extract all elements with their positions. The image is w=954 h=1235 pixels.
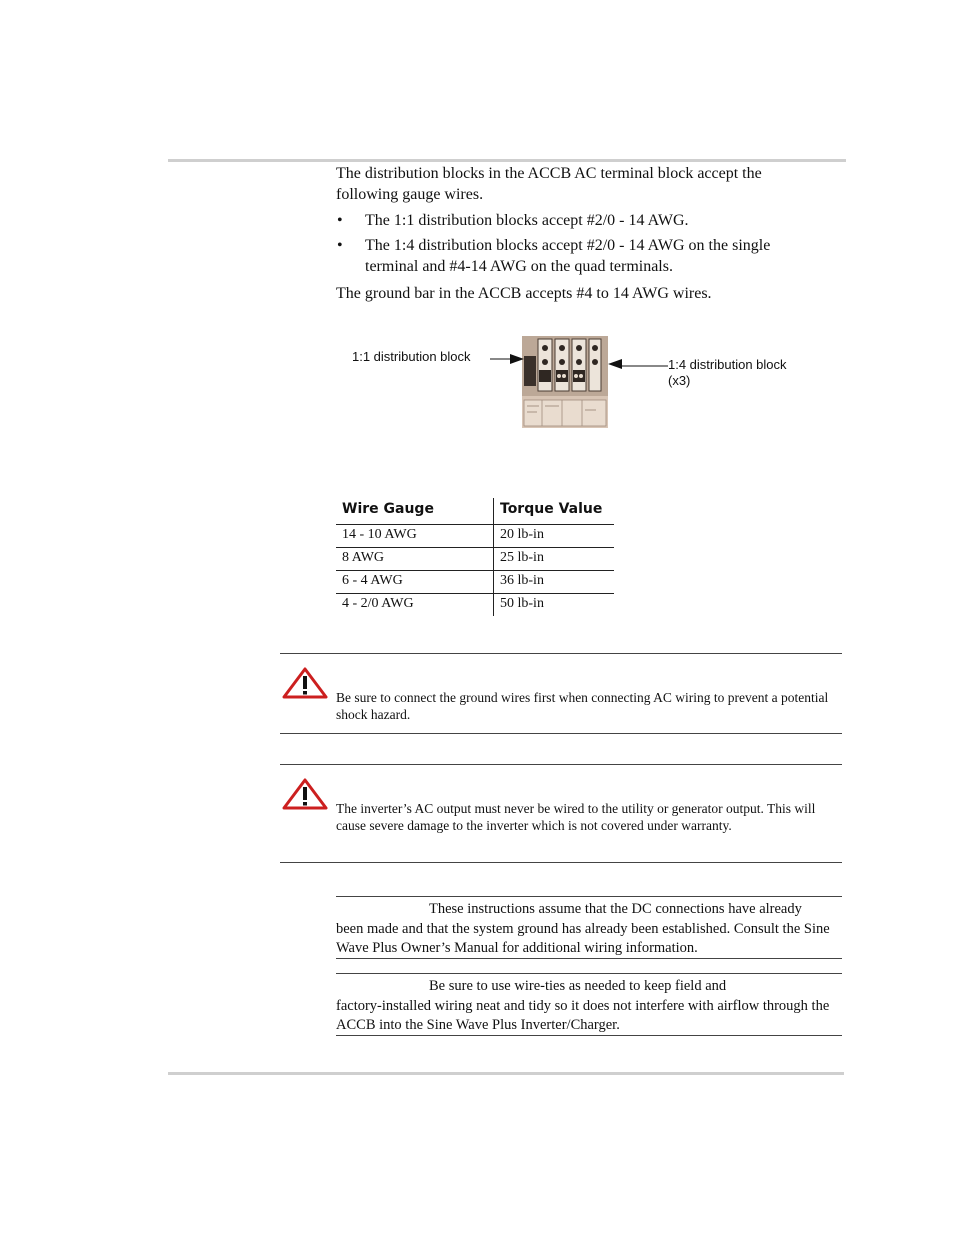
wire-gauge-cell: 8 AWG	[336, 548, 494, 571]
callout-1-4-line1: 1:4 distribution block	[668, 357, 787, 372]
note-first-line: These instructions assume that the DC connections have already	[429, 901, 802, 917]
warning-top-rule	[280, 653, 842, 654]
table-row	[336, 594, 614, 617]
torque-value-cell: 50 lb-in	[500, 596, 544, 611]
callout-1-4-line2: (x3)	[668, 373, 691, 388]
torque-value-cell: 20 lb-in	[494, 525, 615, 548]
callout-1-1-label: 1:1 distribution block	[352, 349, 471, 364]
header-rule	[168, 159, 846, 162]
warning-bottom-rule	[280, 733, 842, 734]
torque-value-cell: 36 lb-in	[494, 571, 615, 594]
bullet-item: • The 1:1 distribution blocks accept #2/0 - 14 AWG.	[337, 210, 827, 231]
wire-gauge-cell: 4 - 2/0 AWG	[336, 594, 494, 617]
warning-text: Be sure to connect the ground wires first when connecting AC wiring to prevent a potential shock hazard.	[336, 690, 829, 722]
wire-gauge-cell: 6 - 4 AWG	[336, 571, 494, 594]
note-body: factory-installed wiring neat and tidy so it does not interfere with airflow through the ACCB into the Sine Wave Plus Inverter/Charger.	[336, 998, 830, 1033]
bullet-item: • The 1:4 distribution blocks accept #2/0 - 14 AWG on the single terminal and #4-14 AWG on the quad terminals.	[337, 235, 827, 277]
table-row	[336, 571, 614, 594]
callout-arrows	[480, 340, 680, 380]
torque-value-cell: 25 lb-in	[494, 548, 615, 571]
note-first-line: Be sure to use wire-ties as needed to keep field and	[429, 978, 727, 994]
warning-text: The inverter’s AC output must never be wired to the utility or generator output. This will cause severe damage to the inverter which is not covered under warranty.	[336, 801, 816, 833]
note-bottom-rule	[336, 958, 842, 959]
note-body: been made and that the system ground has already been established. Consult the Sine Wave Plus Owner’s Manual for additional wiring information.	[336, 921, 830, 956]
column-header-torque-value: Torque Value	[494, 498, 615, 525]
torque-table	[336, 498, 614, 616]
footer-rule	[168, 1072, 844, 1075]
callout-1-4-label	[668, 357, 787, 389]
warning-bottom-rule	[280, 862, 842, 863]
ground-bar-paragraph: The ground bar in the ACCB accepts #4 to 14 AWG wires.	[336, 285, 712, 302]
note-bottom-rule	[336, 1035, 842, 1036]
note-top-rule	[336, 973, 842, 974]
column-header-wire-gauge: Wire Gauge	[336, 498, 494, 525]
bullet-text: The 1:1 distribution blocks accept #2/0 - 14 AWG.	[365, 212, 689, 229]
warning-triangle-icon	[282, 667, 328, 699]
table-row	[336, 548, 614, 571]
warning-triangle-icon	[282, 778, 328, 810]
wire-gauge-cell: 14 - 10 AWG	[336, 525, 494, 548]
note-top-rule	[336, 896, 842, 897]
warning-top-rule	[280, 764, 842, 765]
table-header-row	[336, 498, 614, 525]
intro-paragraph: The distribution blocks in the ACCB AC terminal block accept the following gauge wires.	[336, 165, 762, 203]
table-row	[336, 525, 614, 548]
bullet-text: The 1:4 distribution blocks accept #2/0 - 14 AWG on the single terminal and #4-14 AWG on the quad terminals.	[365, 237, 771, 275]
